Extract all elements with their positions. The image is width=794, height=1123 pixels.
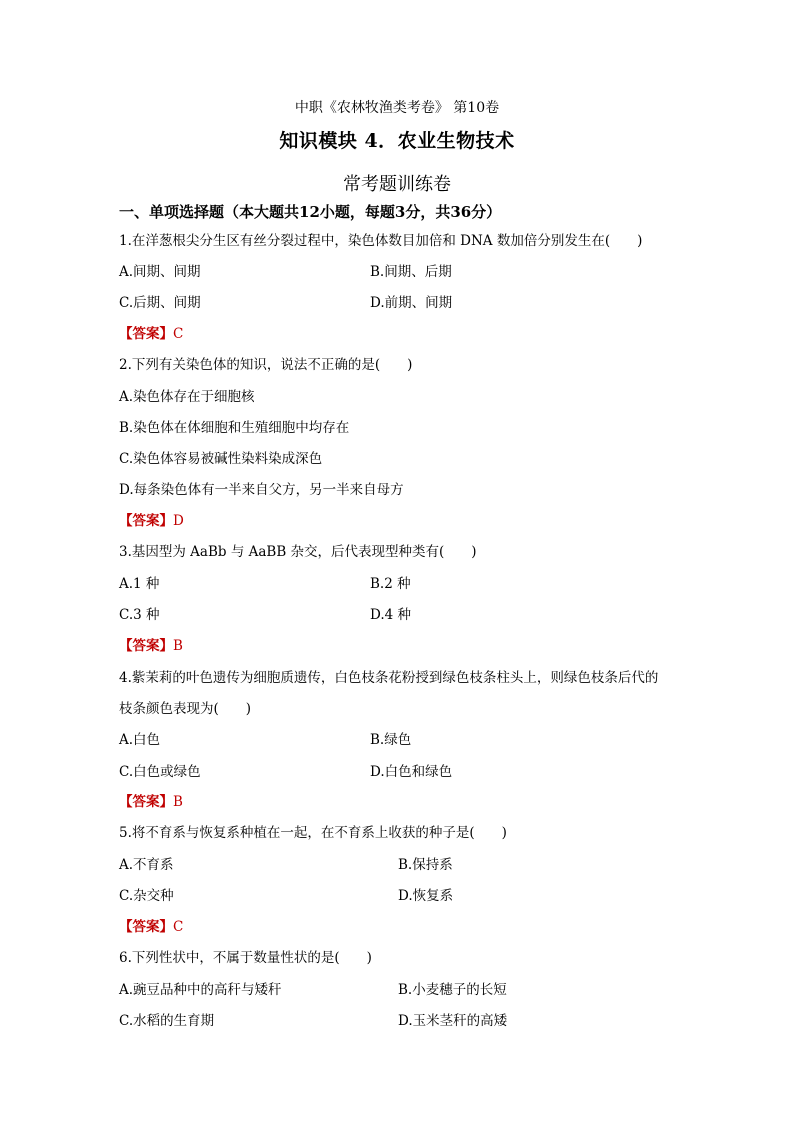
answer-tag: 【答案】 <box>119 513 173 529</box>
question-1-option-b: B.间期、后期 <box>370 264 452 280</box>
question-3-option-b: B.2 种 <box>370 576 411 592</box>
answer-tag: 【答案】 <box>119 326 173 342</box>
series-title: 中职《农林牧渔类考卷》 第10卷 <box>294 100 500 116</box>
question-3-option-c: C.3 种 <box>119 607 160 623</box>
question-3-stem: 3.基因型为 AaBb 与 AaBB 杂交，后代表现型种类有( ) <box>119 544 477 560</box>
question-6-option-d: D.玉米茎秆的高矮 <box>398 1013 508 1029</box>
question-3-option-a: A.1 种 <box>119 576 160 592</box>
answer-value: B <box>173 794 183 810</box>
question-5-option-b: B.保持系 <box>398 857 453 873</box>
question-1-answer <box>119 322 183 342</box>
module-title: 知识模块 4．农业生物技术 <box>279 130 515 152</box>
question-2-option-a: A.染色体存在于细胞核 <box>119 389 255 405</box>
question-2-answer <box>119 509 184 529</box>
question-1-option-c: C.后期、间期 <box>119 295 201 311</box>
question-2-option-d: D.每条染色体有一半来自父方，另一半来自母方 <box>119 482 404 498</box>
answer-tag: 【答案】 <box>119 919 173 935</box>
question-4-answer <box>119 790 183 810</box>
question-1-stem: 1.在洋葱根尖分生区有丝分裂过程中，染色体数目加倍和 DNA 数加倍分别发生在( ) <box>119 233 643 249</box>
question-6-option-a: A.豌豆品种中的高秆与矮秆 <box>119 982 282 998</box>
answer-value: C <box>173 919 184 935</box>
question-5-option-a: A.不育系 <box>119 857 174 873</box>
question-6-stem: 6.下列性状中，不属于数量性状的是( ) <box>119 950 372 966</box>
section-header: 一、单项选择题（本大题共12小题，每题3分，共36分） <box>119 203 502 221</box>
question-4-stem-line-2: 枝条颜色表现为( ) <box>119 701 252 717</box>
question-2-option-b: B.染色体在体细胞和生殖细胞中均存在 <box>119 420 350 436</box>
exam-title: 常考题训练卷 <box>343 174 451 195</box>
question-4-option-d: D.白色和绿色 <box>370 764 453 780</box>
answer-value: B <box>173 638 183 654</box>
answer-value: D <box>173 513 184 529</box>
answer-value: C <box>173 326 184 342</box>
question-1-option-d: D.前期、间期 <box>370 295 453 311</box>
question-3-answer <box>119 634 183 654</box>
question-5-option-c: C.杂交种 <box>119 888 174 904</box>
question-4-option-c: C.白色或绿色 <box>119 764 201 780</box>
question-3-option-d: D.4 种 <box>370 607 412 623</box>
question-2-option-c: C.染色体容易被碱性染料染成深色 <box>119 451 323 467</box>
answer-tag: 【答案】 <box>119 794 173 810</box>
question-1-option-a: A.间期、间期 <box>119 264 201 280</box>
question-5-stem: 5.将不育系与恢复系种植在一起，在不育系上收获的种子是( ) <box>119 825 507 841</box>
question-6-option-c: C.水稻的生育期 <box>119 1013 215 1029</box>
answer-tag: 【答案】 <box>119 638 173 654</box>
question-6-option-b: B.小麦穗子的长短 <box>398 982 507 998</box>
question-4-option-a: A.白色 <box>119 732 161 748</box>
question-4-stem-line-1: 4.紫茉莉的叶色遗传为细胞质遗传，白色枝条花粉授到绿色枝条柱头上，则绿色枝条后代的 <box>119 670 659 686</box>
question-2-stem: 2.下列有关染色体的知识，说法不正确的是( ) <box>119 357 413 373</box>
question-5-option-d: D.恢复系 <box>398 888 454 904</box>
question-4-option-b: B.绿色 <box>370 732 412 748</box>
question-5-answer <box>119 915 183 935</box>
